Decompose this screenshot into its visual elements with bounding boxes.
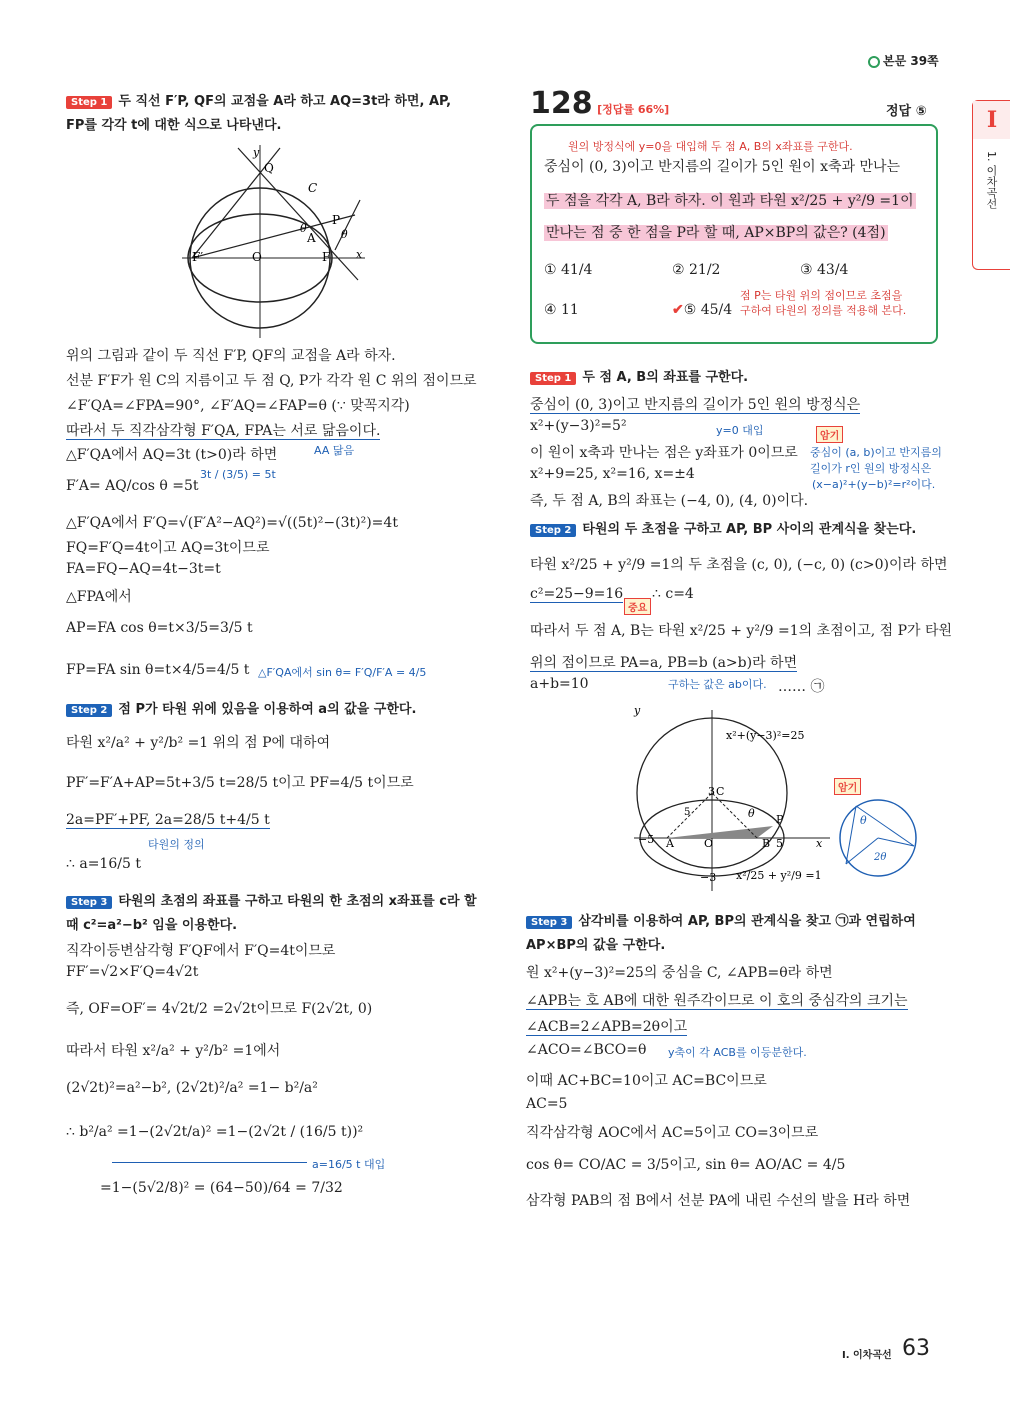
note-aa: AA 닮음 (314, 444, 355, 457)
know-text-a: 중심이 (a, b)이고 반지름의 (810, 446, 942, 459)
underline-sub (112, 1162, 307, 1163)
note-sin: △F′QA에서 sin θ= F′Q/F′A = 4/5 (258, 666, 427, 679)
fig-neg3: −3 (700, 871, 717, 884)
fig-label-theta1: θ (300, 222, 307, 235)
problem-number: 128 (530, 86, 593, 121)
right-s3-line-0: 원 x²+(y−3)²=25의 중심을 C, ∠APB=θ라 하면 (526, 965, 833, 981)
fig-label-o: O (252, 250, 262, 264)
right-s2-line-1: c²=25−9=16 (530, 586, 624, 602)
circle-icon (868, 56, 880, 68)
right-s3-line-4: 이때 AC+BC=10이고 AC=BC이므로 (526, 1073, 767, 1089)
left-s3-line-2: 즉, OF=OF′= 4√2t/2 =2√2t이므로 F(2√2t, 0) (66, 1001, 373, 1017)
fig-eq-circle: x²+(y−3)²=25 (726, 729, 805, 742)
left-line-8: FA=FQ−AQ=4t−3t=t (66, 561, 221, 577)
choice-2[interactable]: ② 21/2 (672, 262, 721, 278)
fig-s-2theta: 2θ (874, 852, 887, 863)
fig-c: C (716, 785, 725, 798)
check-icon: ✔ (672, 302, 684, 318)
correct-rate: [정답률 66%] (597, 103, 670, 116)
right-s3-line-7: cos θ= CO/AC = 3/5이고, sin θ= AO/AC = 4/5 (526, 1157, 846, 1173)
fig-label-c: C (308, 181, 318, 195)
fig-label-y: y (253, 146, 260, 159)
fig-neg5: −5 (638, 833, 655, 846)
choice-1[interactable]: ① 41/4 (544, 262, 593, 278)
choice-3[interactable]: ③ 43/4 (800, 262, 849, 278)
problem-header (530, 86, 669, 121)
fig-y: y (634, 705, 641, 717)
side-tab[interactable] (972, 100, 1010, 270)
left-step1-head: Step 1 두 직선 F′P, QF의 교점을 A라 하고 AQ=3t라 하면, AP, (66, 90, 451, 109)
left-s2-line-2: 2a=PF′+PF, 2a=28/5 t+4/5 t (66, 812, 270, 828)
right-s1-line-0: 중심이 (0, 3)이고 반지름의 길이가 5인 원의 방정식은 (530, 397, 861, 413)
right-s1-line-4: 즉, 두 점 A, B의 좌표는 (−4, 0), (4, 0)이다. (530, 493, 809, 509)
left-line-6: △F′QA에서 F′Q=√(F′A²−AQ²)=√((5t)²−(3t)²)=4t (66, 515, 398, 531)
left-line-9: △FPA에서 (66, 589, 132, 605)
side-tab-roman: I (973, 101, 1010, 139)
right-s2-line-5: a+b=10 (530, 676, 589, 692)
right-s2-line-3: 따라서 두 점 A, B는 타원 x²/25 + y²/9 =1의 초점이고, 점 P가 타원 (530, 623, 953, 639)
left-line-7: FQ=F′Q=4t이고 AQ=3t이므로 (66, 540, 270, 556)
note-sub: a=16/5 t 대입 (312, 1158, 386, 1171)
left-s3-line-3: 따라서 타원 x²/a² + y²/b² =1에서 (66, 1043, 281, 1059)
right-s3-line-5: AC=5 (526, 1096, 568, 1112)
right-s1-line-2: 이 원이 x축과 만나는 점은 y좌표가 0이므로 (530, 445, 798, 461)
left-line-1: 선분 F′F가 원 C의 지름이고 두 점 Q, P가 각각 원 C 위의 점이므로 (66, 373, 477, 389)
fig-5b: 5 (776, 837, 783, 850)
inscribed-angle-figure (834, 794, 922, 882)
fig-label-fp: F′ (192, 250, 204, 264)
fig-p: P (776, 813, 784, 826)
choice-4[interactable]: ④ 11 (544, 302, 579, 318)
left-s3-line-4: (2√2t)²=a²−b², (2√2t)²/a² =1− b²/a² (66, 1080, 318, 1096)
fig-know-tag: 암기 (834, 778, 861, 795)
right-s2-line-0: 타원 x²/25 + y²/9 =1의 두 초점을 (c, 0), (−c, 0) (c>0)이라 하면 (530, 557, 948, 573)
hint-top: 원의 방정식에 y=0을 대입해 두 점 A, B의 x좌표를 구한다. (568, 140, 853, 153)
fig-eq-ellipse: x²/25 + y²/9 =1 (736, 869, 822, 882)
note-def: 타원의 정의 (148, 838, 205, 851)
fig-label-x: x (356, 248, 363, 261)
right-s2-line-2: ∴ c=4 (652, 586, 694, 602)
fig-b: B (762, 837, 771, 850)
left-line-2: ∠F′QA=∠FPA=90°, ∠F′AQ=∠FAP=θ (∵ 맞꼭지각) (66, 398, 410, 414)
left-s2-line-1: PF′=F′A+AP=5t+3/5 t=28/5 t이고 PF=4/5 t이므로 (66, 775, 414, 791)
imp-tag: 중요 (624, 598, 651, 615)
right-s3-line-2: ∠ACB=2∠APB=2θ이고 (526, 1019, 688, 1035)
left-step1-head-2: FP를 각각 t에 대한 식으로 나타낸다. (66, 118, 282, 133)
right-s3-line-8: 삼각형 PAB의 점 B에서 선분 PA에 내린 수선의 발을 H라 하면 (526, 1193, 911, 1209)
right-figure (630, 705, 840, 895)
right-s1-line-3: x²+9=25, x²=16, x=±4 (530, 466, 695, 482)
fig-label-q: Q (264, 161, 274, 175)
fig-label-theta2: θ (341, 228, 348, 241)
fig-s-theta: θ (860, 814, 867, 827)
question-line-1: 중심이 (0, 3)이고 반지름의 길이가 5인 원이 x축과 만나는 (544, 159, 901, 175)
page-number: 63 (902, 1336, 930, 1361)
fig-x: x (816, 837, 823, 850)
left-s3-line-1: FF′=√2×F′Q=4√2t (66, 964, 199, 980)
right-s3-line-6: 직각삼각형 AOC에서 AC=5이고 CO=3이므로 (526, 1125, 819, 1141)
side-tab-chapter: 1. 이차곡선 (985, 151, 998, 209)
right-s2-line-4: 위의 점이므로 PA=a, PB=b (a>b)라 하면 (530, 655, 798, 671)
left-s3-line-5: ∴ b²/a² =1−(2√2t/a)² =1−(2√2t / (16/5 t))² (66, 1124, 364, 1140)
fig-o: O (704, 837, 714, 850)
left-step3-head-2: 때 c²=a²−b² 임을 이용한다. (66, 918, 238, 933)
left-s2-line-0: 타원 x²/a² + y²/b² =1 위의 점 P에 대하여 (66, 735, 331, 751)
fig-5a: 5 (684, 807, 691, 818)
left-s3-line-0: 직각이등변삼각형 F′QF에서 F′Q=4t이므로 (66, 943, 336, 959)
hint-choice: 점 P는 타원 위의 점이므로 초점을 구하여 타원의 정의를 적용해 본다. (740, 289, 907, 317)
know-tag: 암기 (816, 426, 843, 443)
right-step2-head: Step 2 타원의 두 초점을 구하고 AP, BP 사이의 관계식을 찾는다. (530, 518, 916, 537)
note-y0: y=0 대입 (716, 424, 764, 437)
question-line-2: 두 점을 각각 A, B라 하자. 이 원과 타원 x²/25 + y²/9 =1이 (546, 193, 914, 209)
fig-theta: θ (748, 807, 755, 820)
left-s2-line-3: ∴ a=16/5 t (66, 856, 141, 872)
know-text-c: (x−a)²+(y−b)²=r²이다. (812, 478, 936, 491)
page-ref: 본문 39쪽 (868, 52, 939, 69)
note-bisect: y축이 각 ACB를 이등분한다. (668, 1046, 807, 1059)
right-s1-line-1: x²+(y−3)²=5² (530, 418, 627, 434)
right-s3-line-3: ∠ACO=∠BCO=θ (526, 1042, 647, 1058)
fig-label-f: F (322, 250, 331, 264)
answer-label: 정답 ⑤ (886, 104, 927, 119)
left-step2-head: Step 2 점 P가 타원 위에 있음을 이용하여 a의 값을 구한다. (66, 698, 416, 717)
fig-a: A (666, 837, 674, 850)
left-line-0: 위의 그림과 같이 두 직선 F′P, QF의 교점을 A라 하자. (66, 348, 396, 364)
right-step3-head: Step 3 삼각비를 이용하여 AP, BP의 관계식을 찾고 ㉠과 연립하여 (526, 910, 916, 929)
right-step3-head-2: AP×BP의 값을 구한다. (526, 938, 666, 953)
left-step3-head: Step 3 타원의 초점의 좌표를 구하고 타원의 한 초점의 x좌표를 c라 할 (66, 890, 477, 909)
left-line-3: 따라서 두 직각삼각형 F′QA, FPA는 서로 닮음이다. (66, 423, 381, 439)
note-3t: 3t / (3/5) = 5t (200, 468, 276, 481)
triangle-pab (667, 826, 773, 838)
question-line-3: 만나는 점 중 한 점을 P라 할 때, AP×BP의 값은? (4점) (546, 225, 886, 241)
left-line-11: FP=FA sin θ=t×4/5=4/5 t (66, 662, 250, 678)
right-step1-head: Step 1 두 점 A, B의 좌표를 구한다. (530, 366, 748, 385)
eq-ref-1: …… ㉠ (778, 679, 825, 695)
right-s3-line-1: ∠APB는 호 AB에 대한 원주각이므로 이 호의 중심각의 크기는 (526, 993, 908, 1009)
footer-chapter: Ⅰ. 이차곡선 (842, 1350, 892, 1361)
left-line-10: AP=FA cos θ=t×3/5=3/5 t (66, 620, 253, 636)
note-ab: 구하는 값은 ab이다. (668, 678, 767, 691)
left-s3-line-6: =1−(5√2/8)² = (64−50)/64 = 7/32 (100, 1180, 343, 1196)
fig-label-a: A (307, 231, 316, 245)
left-line-4: △F′QA에서 AQ=3t (t>0)라 하면 (66, 447, 278, 463)
left-line-5: F′A= AQ/cos θ =5t (66, 478, 199, 494)
fig-3: 3 (708, 785, 715, 798)
know-text-b: 길이가 r인 원의 방정식은 (810, 462, 932, 475)
choice-5[interactable]: ✔⑤ 45/4 (672, 302, 733, 318)
left-figure (180, 140, 380, 340)
fig-label-p: P (332, 213, 341, 227)
